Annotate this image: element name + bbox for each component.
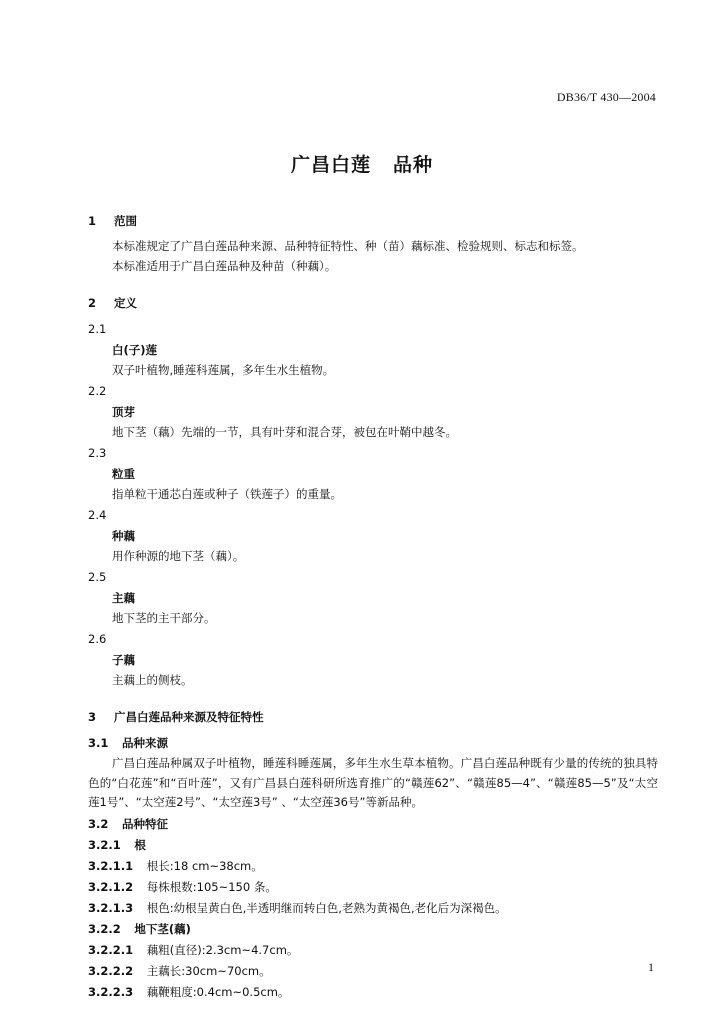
document-body <box>88 210 660 1003</box>
definition-number: 2.6 <box>88 632 107 646</box>
definition-text: 主藕上的侧枝。 <box>112 673 193 687</box>
section-title: 广昌白莲品种来源及特征特性 <box>114 710 264 724</box>
definition-2-1 <box>88 318 660 380</box>
clause-text: 藕粗(直径):2.3cm~4.7cm。 <box>146 942 299 957</box>
definition-term: 子藕 <box>112 653 135 667</box>
section-1-paragraph-2: 本标准适用于广昌白莲品种及种苗（种藕）。 <box>112 259 337 273</box>
clause-number: 3.2.1 <box>88 837 121 852</box>
definition-number: 2.3 <box>88 446 107 460</box>
clause-3-2-2-1 <box>88 940 660 961</box>
definition-term: 粒重 <box>112 467 135 481</box>
definition-2-3 <box>88 442 660 504</box>
clause-3-2-1-1 <box>88 856 660 877</box>
clause-number: 3.2.2 <box>88 921 121 936</box>
section-3-heading <box>88 706 660 728</box>
clause-number: 3.1 <box>88 736 109 750</box>
clause-3-1-paragraph: 广昌白莲品种属双子叶植物，睡莲科睡莲属，多年生水生草本植物。广昌白莲品种既有少量的传统的独具特色的“白花莲”和“百叶莲”，又有广昌县白莲科研所选育推广的“赣莲62”、“赣莲85—4”、“赣莲85—5”及“太空莲1号”、“太空莲2号”、“太空莲3号” 、“太空莲36号”等新品种。 <box>88 756 658 809</box>
clause-3-2-1-3 <box>88 898 660 919</box>
definition-text: 双子叶植物,睡莲科莲属，多年生水生植物。 <box>112 363 335 377</box>
definition-2-4 <box>88 504 660 566</box>
clause-3-2-1-2 <box>88 877 660 898</box>
standard-code: DB36/T 430—2004 <box>556 90 656 104</box>
clause-3-2-2-2 <box>88 961 660 982</box>
definition-number: 2.1 <box>88 322 107 336</box>
clause-number: 3.2.2.2 <box>88 963 134 978</box>
section-title: 范围 <box>114 214 138 228</box>
section-number: 3 <box>88 710 97 724</box>
definition-number: 2.2 <box>88 384 107 398</box>
definition-term: 白(子)莲 <box>112 343 158 357</box>
clause-number: 3.2.1.2 <box>88 879 134 894</box>
clause-title: 根 <box>134 837 146 852</box>
definition-2-2 <box>88 380 660 442</box>
document-title <box>0 150 724 177</box>
clause-number: 3.2.1.3 <box>88 900 134 915</box>
definition-text: 地下茎（藕）先端的一节，具有叶芽和混合芽，被包在叶鞘中越冬。 <box>112 425 457 439</box>
definition-number: 2.4 <box>88 508 107 522</box>
definition-2-6 <box>88 628 660 690</box>
clause-text: 根色:幼根呈黄白色,半透明继而转白色,老熟为黄褐色,老化后为深褐色。 <box>146 900 507 915</box>
clause-3-2-2 <box>88 919 660 940</box>
clause-text: 根长:18 cm~38cm。 <box>146 858 263 873</box>
clause-3-2-2-3 <box>88 982 660 1003</box>
section-number: 2 <box>88 296 97 310</box>
document-title-part2: 品种 <box>393 154 434 176</box>
section-title: 定义 <box>114 296 138 310</box>
section-number: 1 <box>88 214 97 228</box>
clause-number: 3.2.1.1 <box>88 858 134 873</box>
clause-text: 藕鞭粗度:0.4cm~0.5cm。 <box>146 984 290 999</box>
clause-title: 地下茎(藕) <box>134 921 191 936</box>
document-title-part1: 广昌白莲 <box>290 154 371 176</box>
section-1-heading <box>88 210 660 232</box>
section-1-paragraph-1: 本标准规定了广昌白莲品种来源、品种特征特性、种（苗）藕标准、检验规则、标志和标签。 <box>112 239 584 253</box>
definition-number: 2.5 <box>88 570 107 584</box>
section-2-heading <box>88 292 660 314</box>
definition-text: 指单粒干通芯白莲或种子（铁莲子）的重量。 <box>112 487 342 501</box>
definition-text: 地下茎的主干部分。 <box>112 611 216 625</box>
definition-term: 顶芽 <box>112 405 135 419</box>
clause-title: 品种来源 <box>122 736 169 750</box>
clause-text: 每株根数:105~150 条。 <box>146 879 277 894</box>
clause-number: 3.2 <box>88 816 109 831</box>
clause-text: 主藕长:30cm~70cm。 <box>146 963 271 978</box>
clause-number: 3.2.2.1 <box>88 942 134 957</box>
clause-3-2-heading <box>88 813 660 835</box>
definition-term: 主藕 <box>112 591 135 605</box>
clause-title: 品种特征 <box>122 816 169 831</box>
definition-term: 种藕 <box>112 529 135 543</box>
clause-3-2-1 <box>88 835 660 856</box>
page-number: 1 <box>648 960 654 974</box>
clause-3-1-heading <box>88 732 660 754</box>
clause-number: 3.2.2.3 <box>88 984 134 999</box>
definition-text: 用作种源的地下茎（藕）。 <box>112 549 245 563</box>
definition-2-5 <box>88 566 660 628</box>
